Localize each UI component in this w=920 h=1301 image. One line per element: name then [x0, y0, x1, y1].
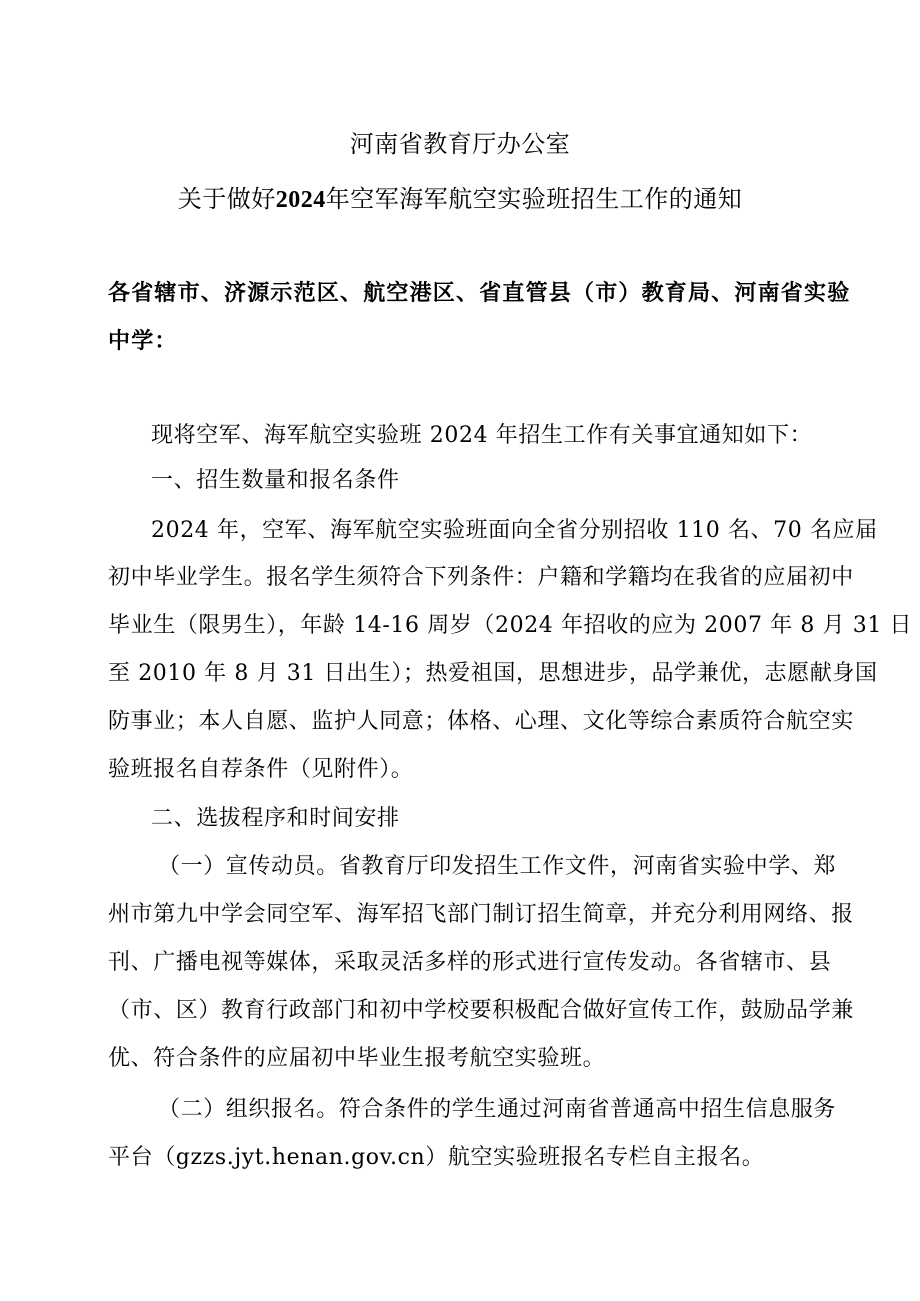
body-line: 刊、广播电视等媒体，采取灵活多样的形式进行宣传发动。各省辖市、县	[108, 950, 832, 975]
body-line: 平台（gzzs.jyt.henan.gov.cn）航空实验班报名专栏自主报名。	[108, 1145, 765, 1170]
intro-paragraph: 现将空军、海军航空实验班 2024 年招生工作有关事宜通知如下：	[151, 423, 813, 448]
body-line: （二）组织报名。符合条件的学生通过河南省普通高中招生信息服务	[158, 1097, 837, 1122]
section-heading-1: 一、招生数量和报名条件	[151, 468, 400, 493]
document-title-issuer: 河南省教育厅办公室	[349, 130, 571, 158]
title-prefix: 关于做好	[177, 185, 276, 213]
body-line: 州市第九中学会同空军、海军招飞部门制订招生简章，并充分利用网络、报	[108, 902, 854, 927]
body-line: （一）宣传动员。省教育厅印发招生工作文件，河南省实验中学、郑	[158, 854, 837, 879]
body-line: 2024 年，空军、海军航空实验班面向全省分别招收 110 名、70 名应届	[151, 518, 878, 543]
body-line: 至 2010 年 8 月 31 日出生）；热爱祖国，思想进步，品学兼优，志愿献身国	[108, 661, 878, 686]
section-heading-2: 二、选拔程序和时间安排	[151, 806, 400, 831]
body-line: 防事业；本人自愿、监护人同意；体格、心理、文化等综合素质符合航空实	[108, 709, 854, 734]
addressee-line-1: 各省辖市、济源示范区、航空港区、省直管县（市）教育局、河南省实验	[108, 280, 851, 306]
body-line: （市、区）教育行政部门和初中学校要积极配合做好宣传工作，鼓励品学兼	[108, 998, 854, 1023]
body-line: 毕业生（限男生），年龄 14-16 周岁（2024 年招收的应为 2007 年 8 月 31 日	[108, 613, 913, 638]
document-title-subject	[0, 183, 920, 216]
title-suffix: 年空军海军航空实验班招生工作的通知	[325, 185, 743, 213]
body-line: 验班报名自荐条件（见附件）。	[108, 757, 414, 782]
body-line: 初中毕业学生。报名学生须符合下列条件：户籍和学籍均在我省的应届初中	[108, 565, 854, 590]
addressee-line-2: 中学：	[108, 328, 178, 354]
body-line: 优、符合条件的应届初中毕业生报考航空实验班。	[108, 1046, 606, 1071]
title-year: 2024	[275, 187, 326, 213]
